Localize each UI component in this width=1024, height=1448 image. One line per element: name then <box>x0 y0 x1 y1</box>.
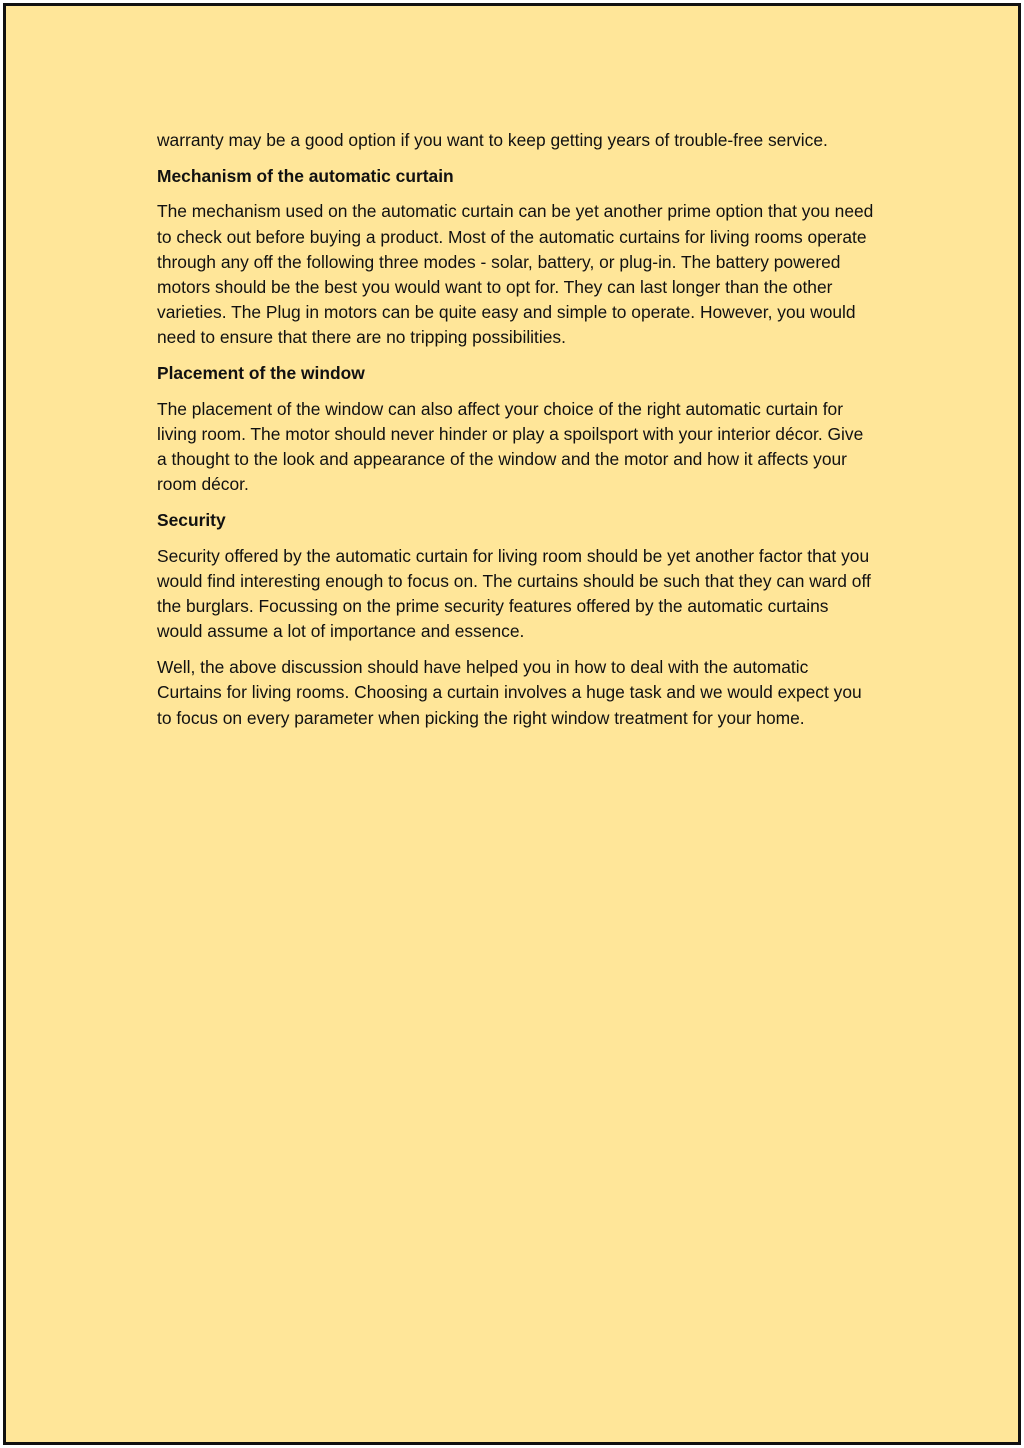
paragraph-placement: The placement of the window can also affect your choice of the right automatic curtain for living room. The motor should never hinder or play a spoilsport with your interior décor. Give a thought to the look and appearance of the window and the motor and how it affects your room décor. <box>157 398 864 495</box>
document-body <box>157 128 877 741</box>
document-page <box>3 3 1021 1445</box>
heading-placement: Placement of the window <box>157 363 365 384</box>
paragraph-conclusion: Well, the above discussion should have helped you in how to deal with the automatic Curtains for living rooms. Choosing a curtain involves a huge task and we would expect you to focus on every parameter when picking the right window treatment for your home. <box>157 657 862 728</box>
paragraph-warranty-continuation: warranty may be a good option if you want to keep getting years of trouble-free service. <box>157 130 828 150</box>
paragraph-mechanism: The mechanism used on the automatic curtain can be yet another prime option that you need to check out before buying a product. Most of the automatic curtains for living rooms operate through any off the following three modes - solar, battery, or plug-in. The battery powered motors should be the best you would want to opt for. They can last longer than the other varieties. The Plug in motors can be quite easy and simple to operate. However, you would need to ensure that there are no tripping possibilities. <box>157 201 874 348</box>
paragraph-security: Security offered by the automatic curtain for living room should be yet another factor that you would find interesting enough to focus on. The curtains should be such that they can ward off the burglars. Focussing on the prime security features offered by the automatic curtains would assume a lot of importance and essence. <box>157 545 871 642</box>
heading-security: Security <box>157 510 226 531</box>
heading-mechanism: Mechanism of the automatic curtain <box>157 165 454 186</box>
